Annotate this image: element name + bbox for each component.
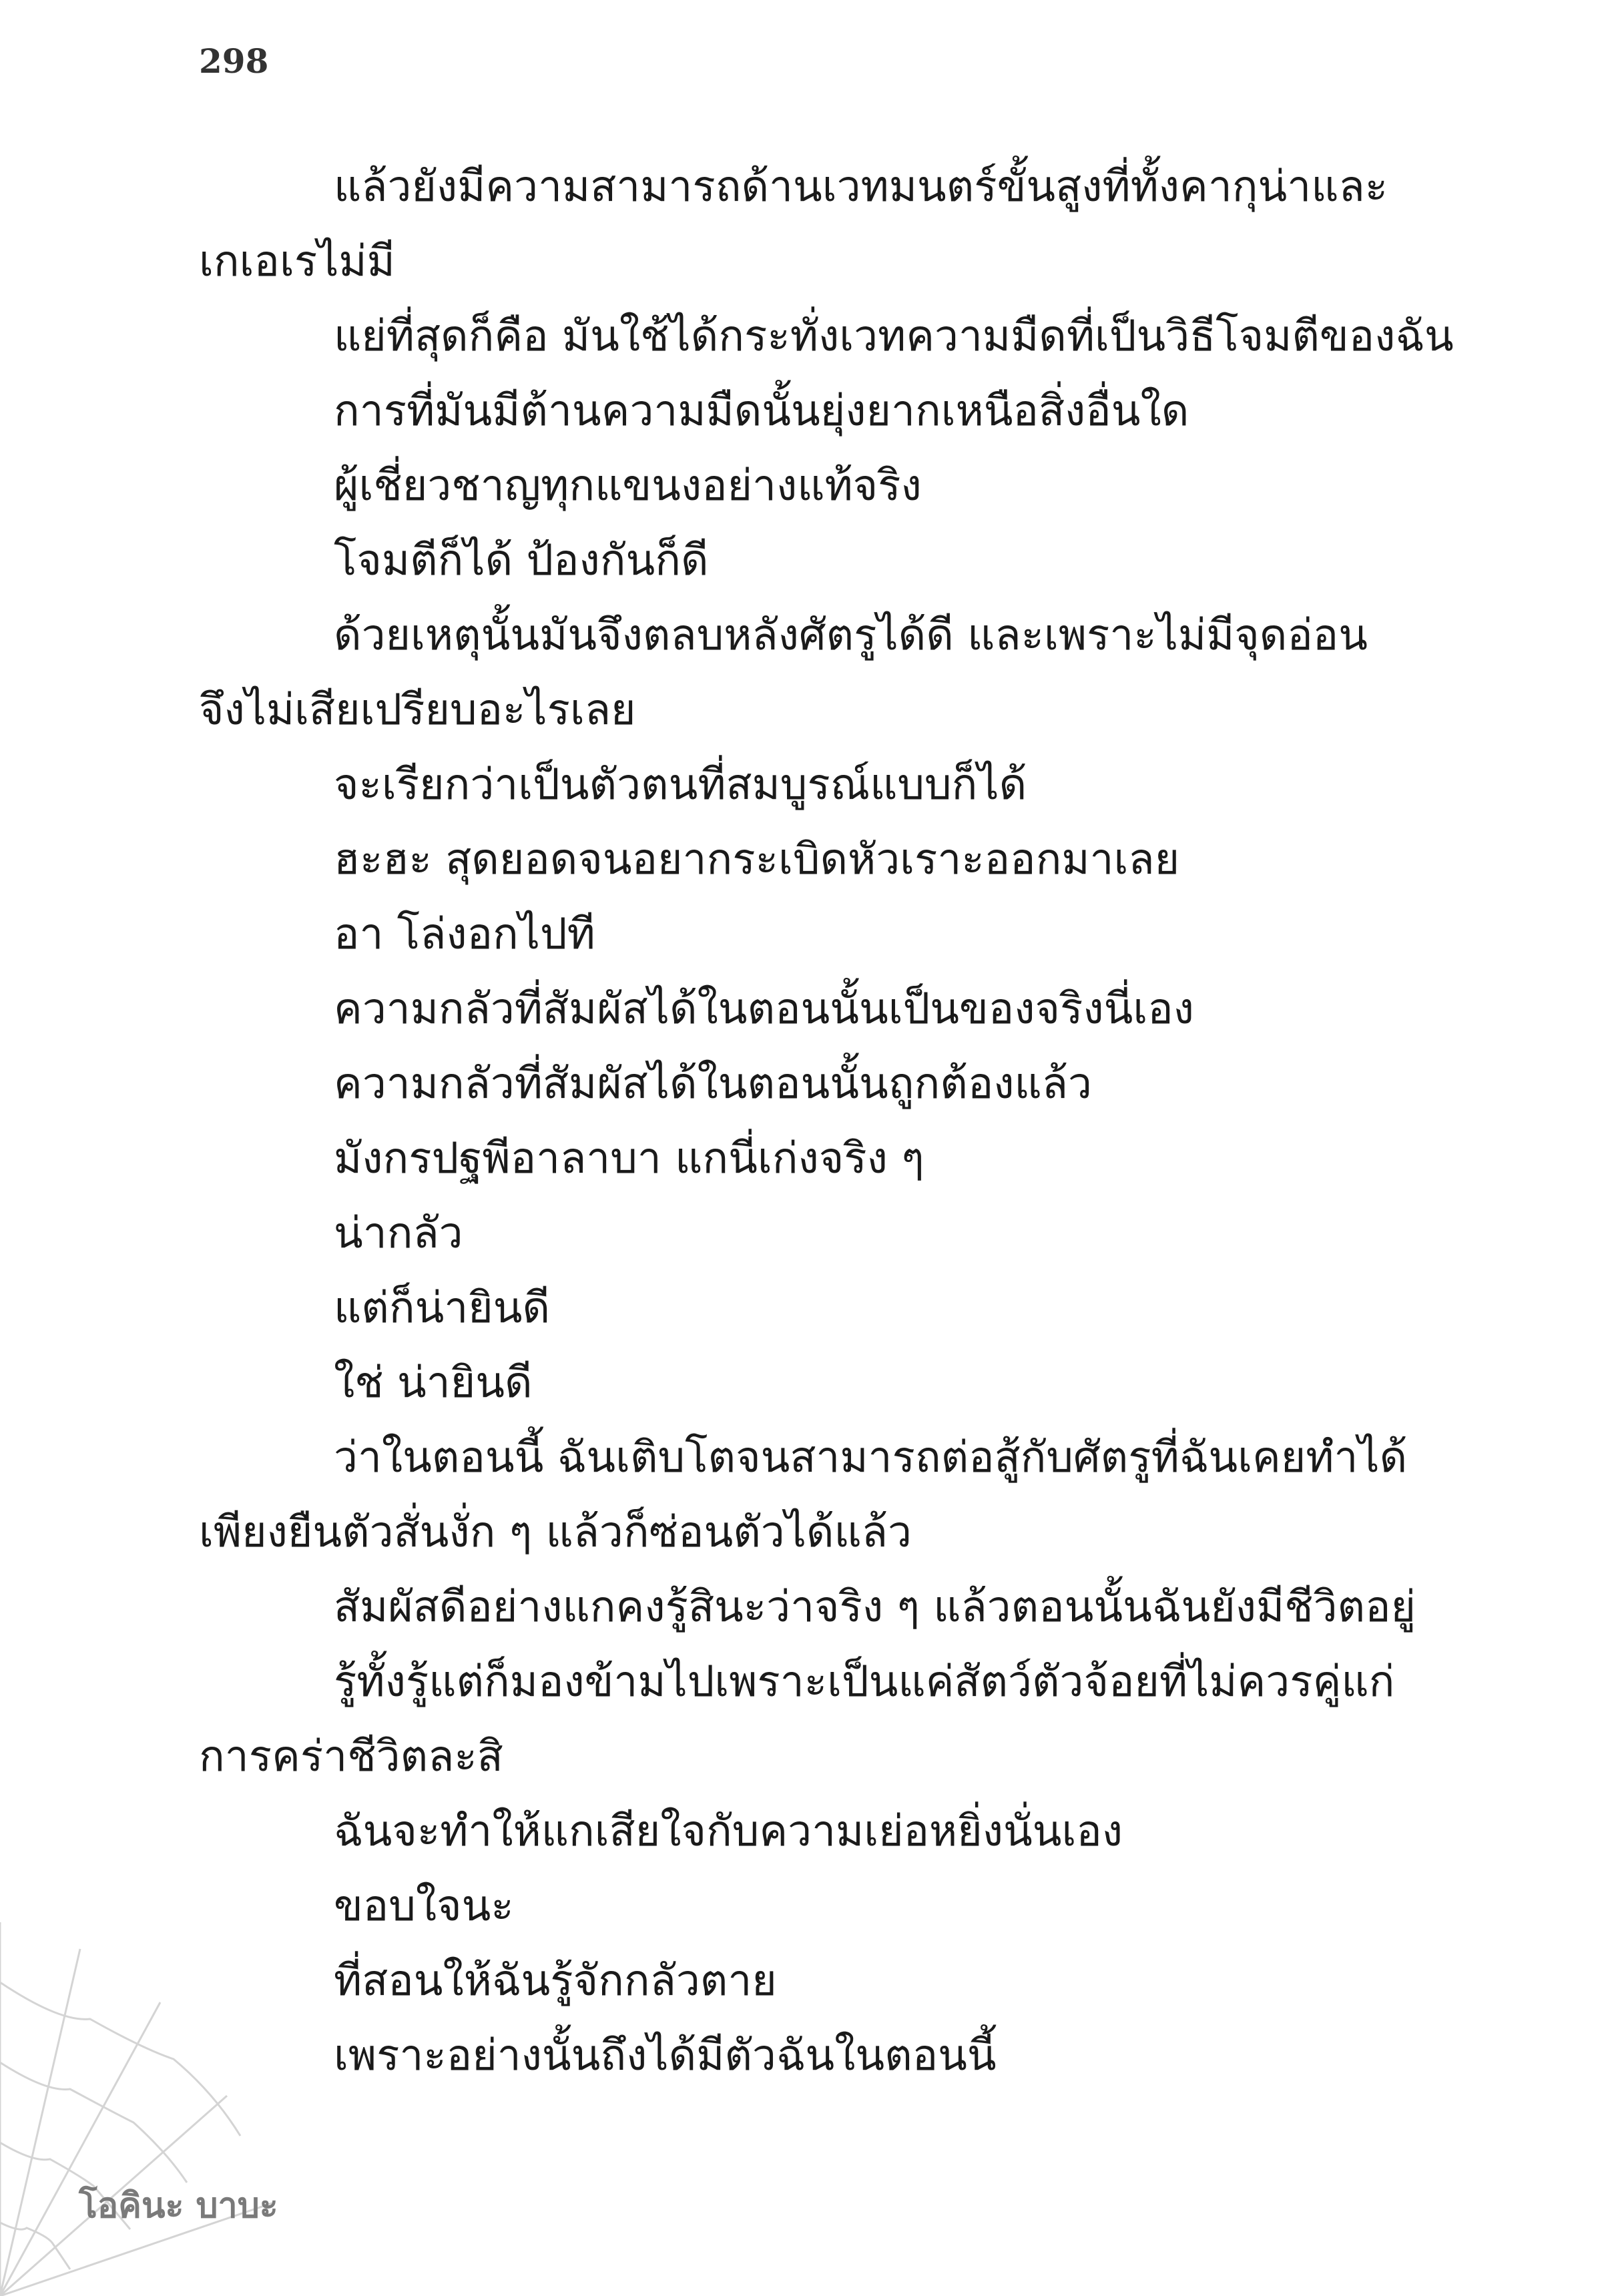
text-line: สัมผัสดีอย่างแกคงรู้สินะว่าจริง ๆ แล้วตอนนั้นฉันยังมีชีวิตอยู่ [334, 1583, 1416, 1632]
text-line: การที่มันมีต้านความมืดนั้นยุ่งยากเหนือสิ่งอื่นใด [334, 386, 1189, 436]
spider-web-decoration [0, 1922, 280, 2296]
text-line: แย่ที่สุดก็คือ มันใช้ได้กระทั่งเวทความมืดที่เป็นวิธีโจมตีของฉัน [334, 312, 1454, 361]
text-line: จึงไม่เสียเปรียบอะไรเลย [199, 685, 636, 735]
text-line: เพราะอย่างนั้นถึงได้มีตัวฉันในตอนนี้ [334, 2031, 997, 2080]
text-line: ผู้เชี่ยวชาญทุกแขนงอย่างแท้จริง [334, 461, 922, 511]
text-line: เพียงยืนตัวสั่นงั่ก ๆ แล้วก็ซ่อนตัวได้แล้ว [199, 1508, 912, 1557]
page-number: 298 [199, 41, 269, 81]
text-line: ความกลัวที่สัมผัสได้ในตอนนั้นถูกต้องแล้ว [334, 1059, 1092, 1109]
text-line: ฮะฮะ สุดยอดจนอยากระเบิดหัวเราะออกมาเลย [334, 835, 1180, 884]
text-line: เกเอเรไม่มี [199, 237, 395, 286]
text-line: โจมตีก็ได้ ป้องกันก็ดี [334, 536, 709, 585]
text-line: มังกรปฐพีอาลาบา แกนี่เก่งจริง ๆ [334, 1134, 924, 1183]
text-line: รู้ทั้งรู้แต่ก็มองข้ามไปเพราะเป็นแค่สัตว์ตัวจ้อยที่ไม่ควรคู่แก่ [334, 1657, 1395, 1707]
text-line: ขอบใจนะ [334, 1882, 514, 1931]
text-line: น่ากลัว [334, 1209, 463, 1258]
text-line: ฉันจะทำให้แกเสียใจกับความเย่อหยิ่งนั่นเอง [334, 1807, 1123, 1856]
footer-book-title: โอคินะ บาบะ [79, 2186, 278, 2226]
text-line: แล้วยังมีความสามารถด้านเวทมนตร์ขั้นสูงที่ทั้งคากุน่าและ [334, 162, 1388, 212]
text-line: ด้วยเหตุนั้นมันจึงตลบหลังศัตรูได้ดี และเพราะไม่มีจุดอ่อน [334, 611, 1368, 660]
text-line: อา โล่งอกไปที [334, 910, 595, 959]
text-line: จะเรียกว่าเป็นตัวตนที่สมบูรณ์แบบก็ได้ [334, 760, 1027, 810]
text-line: ที่สอนให้ฉันรู้จักกลัวตาย [334, 1956, 777, 2006]
text-line: ว่าในตอนนี้ ฉันเติบโตจนสามารถต่อสู้กับศัตรูที่ฉันเคยทำได้ [334, 1433, 1408, 1482]
text-line: แต่ก็น่ายินดี [334, 1283, 551, 1333]
text-line: ความกลัวที่สัมผัสได้ในตอนนั้นเป็นของจริงนี่เอง [334, 984, 1194, 1034]
text-line: การคร่าชีวิตละสิ [199, 1732, 503, 1781]
text-line: ใช่ น่ายินดี [334, 1358, 533, 1408]
